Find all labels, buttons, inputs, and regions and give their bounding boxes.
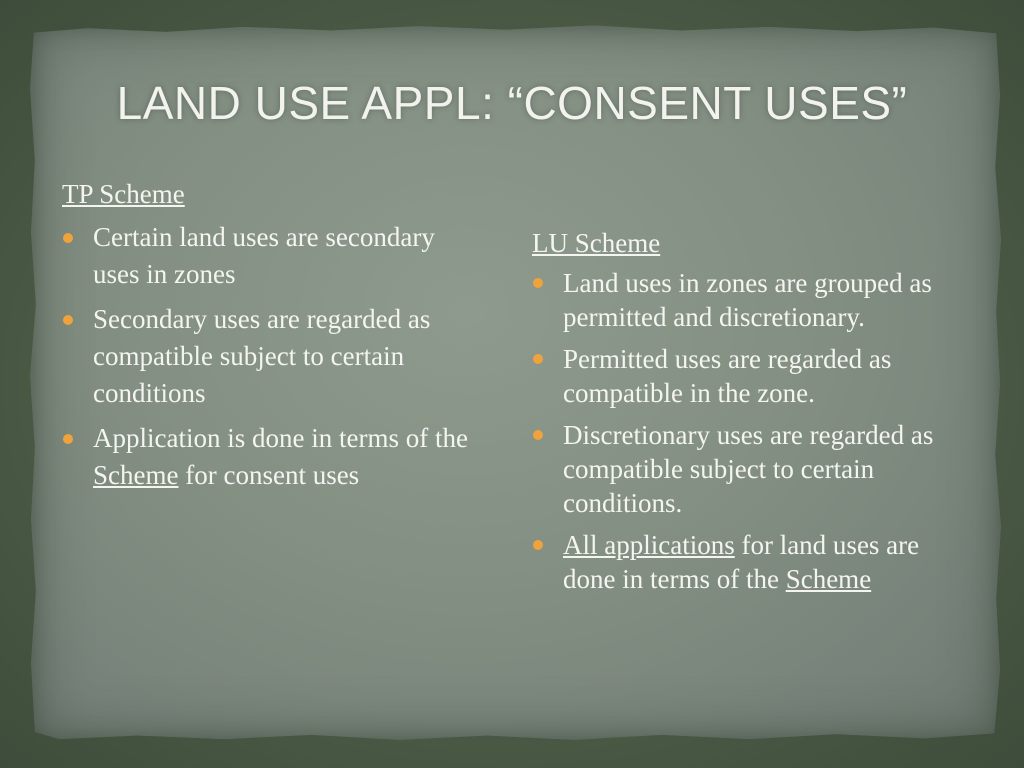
list-item xyxy=(532,528,952,596)
bullet-icon xyxy=(533,354,543,364)
bullet-icon xyxy=(533,278,543,288)
bullet-text: Permitted uses are regarded as compatible in the zone. xyxy=(563,344,892,408)
bullet-text-after: for consent uses xyxy=(178,460,360,490)
lu-scheme-list xyxy=(532,266,952,596)
list-item xyxy=(532,266,952,334)
lu-scheme-heading: LU Scheme xyxy=(532,228,661,258)
list-item xyxy=(532,342,952,410)
bullet-icon xyxy=(63,315,73,325)
bullet-text: Secondary uses are regarded as compatible subject to certain conditions xyxy=(93,304,431,408)
bullet-text: Certain land uses are secondary uses in zones xyxy=(93,222,435,289)
bullet-text: Land uses in zones are grouped as permitted and discretionary. xyxy=(563,268,932,332)
tp-scheme-column xyxy=(62,176,482,502)
lu-scheme-column xyxy=(532,226,952,604)
bullet-text: Discretionary uses are regarded as compatible subject to certain conditions. xyxy=(563,420,934,518)
list-item xyxy=(62,301,482,412)
bullet-text-before: Application is done in terms of the xyxy=(93,423,468,453)
bullet-icon xyxy=(533,540,543,550)
list-item xyxy=(62,420,482,494)
bullet-text-middle: for land uses are done in terms of the xyxy=(563,530,920,594)
slide-title: LAND USE APPL: “CONSENT USES” xyxy=(116,77,908,129)
all-applications-link[interactable]: All applications xyxy=(563,530,735,560)
bullet-icon xyxy=(533,430,543,440)
bullet-icon xyxy=(63,434,73,444)
scheme-link[interactable]: Scheme xyxy=(93,460,179,490)
tp-scheme-heading: TP Scheme xyxy=(62,179,185,209)
bullet-icon xyxy=(63,233,73,243)
list-item xyxy=(62,219,482,293)
scheme-link[interactable]: Scheme xyxy=(785,564,872,594)
list-item xyxy=(532,418,952,520)
tp-scheme-list xyxy=(62,219,482,494)
